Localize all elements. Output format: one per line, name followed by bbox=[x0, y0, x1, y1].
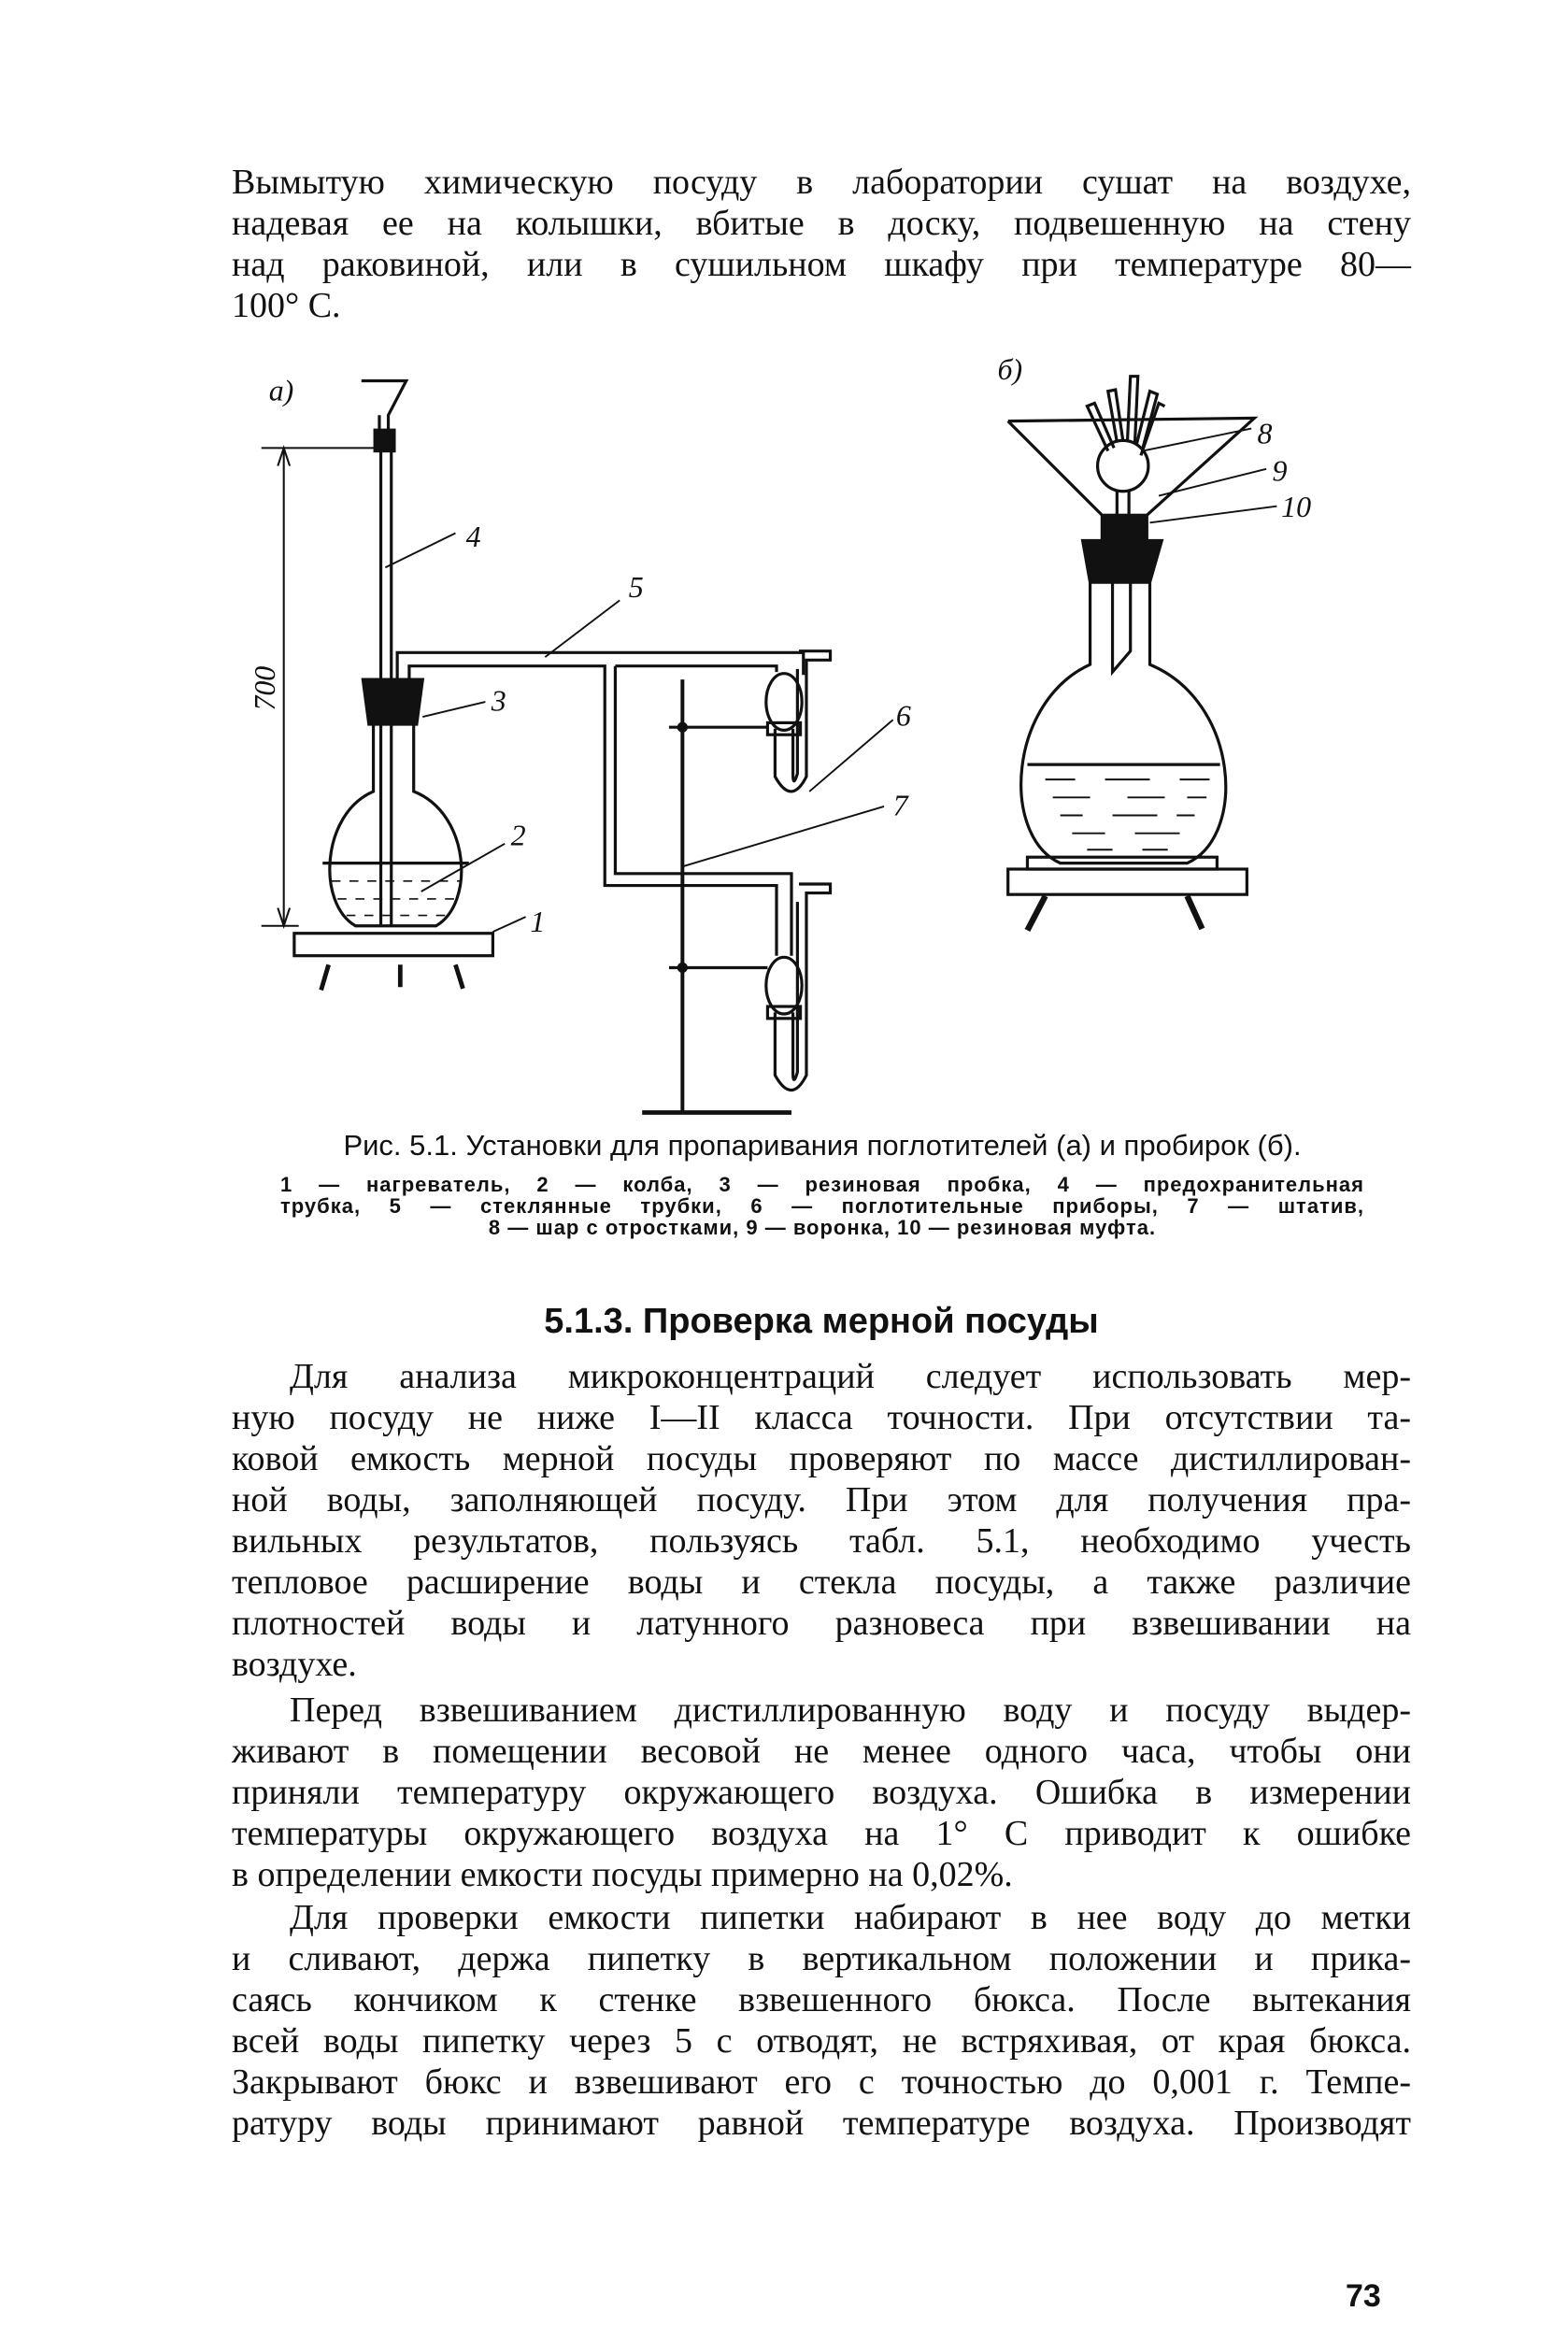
text-line: 100° С. bbox=[232, 286, 341, 325]
text-line: ной воды, заполняющей посуду. При этом для получения пра- bbox=[232, 1480, 1411, 1520]
rubber-coupling bbox=[1102, 515, 1147, 540]
legend-line: 8 — шар с отростками, 9 — воронка, 10 — резиновая муфта. bbox=[488, 1216, 1157, 1239]
text-line: Перед взвешиванием дистиллированную воду и посуду выдер- bbox=[290, 1691, 1411, 1730]
label-9: 9 bbox=[1272, 454, 1288, 488]
text-line: ратуру воды принимают равной температуре воздуха. Производят bbox=[232, 2104, 1411, 2143]
text-line: ковой емкость мерной посуды проверяют по массе дистиллирован- bbox=[232, 1439, 1411, 1478]
legend-line: трубка, 5 — стеклянные трубки, 6 — поглотительные приборы, 7 — штатив, bbox=[280, 1194, 1364, 1218]
text-line: Закрывают бюкс и взвешивают его с точностью до 0,001 г. Темпе- bbox=[232, 2062, 1411, 2102]
heater bbox=[294, 934, 493, 991]
label-4: 4 bbox=[465, 520, 481, 553]
part-labels-a bbox=[466, 521, 911, 938]
panel-b-label: б) bbox=[997, 352, 1023, 386]
panel-a-label: а) bbox=[268, 374, 294, 407]
text-line: Для анализа микроконцентраций следует использовать мер- bbox=[290, 1357, 1411, 1396]
flask-b bbox=[1021, 582, 1226, 863]
funnel bbox=[1008, 418, 1255, 515]
legend-line: 1 — нагреватель, 2 — колба, 3 — резиновая пробка, 4 — предохранительная bbox=[280, 1173, 1364, 1196]
dimension-label: 700 bbox=[249, 665, 282, 711]
text-line: саясь кончиком к стенке взвешенного бюкса. После вытекания bbox=[232, 1980, 1411, 2019]
panel-a bbox=[249, 374, 911, 1112]
text-line: над раковиной, или в сушильном шкафу при температуре 80— bbox=[232, 245, 1411, 284]
ball-with-tubes bbox=[1087, 377, 1164, 516]
label-5: 5 bbox=[628, 571, 644, 605]
paragraph-2 bbox=[232, 1690, 1411, 1895]
rubber-stopper-b bbox=[1083, 540, 1162, 582]
text-line: Вымытую химическую посуду в лаборатории сушат на воздухе, bbox=[232, 163, 1411, 202]
section-heading: 5.1.3. Проверка мерной посуды bbox=[544, 1302, 1099, 1341]
text-line: воздухе. bbox=[232, 1645, 357, 1684]
flask bbox=[322, 724, 469, 926]
text-line: всей воды пипетку через 5 с отводят, не встряхивая, от края бюкса. bbox=[232, 2021, 1411, 2061]
paragraph-1 bbox=[232, 1356, 1411, 1685]
text-line: в определении емкости посуды примерно на 0,02%. bbox=[232, 1855, 1013, 1894]
text-line: Для проверки емкости пипетки набирают в нее воду до метки bbox=[290, 1898, 1411, 1937]
text-line: и сливают, держа пипетку в вертикальном положении и прика- bbox=[232, 1939, 1411, 1978]
label-6: 6 bbox=[895, 699, 911, 733]
page-number: 73 bbox=[1346, 2278, 1381, 2314]
text-line: тепловое расширение воды и стекла посуды, а также различие bbox=[232, 1562, 1411, 1602]
paragraph-3 bbox=[232, 1897, 1411, 2144]
label-8: 8 bbox=[1257, 417, 1273, 450]
text-line: ную посуду не ниже I—II класса точности. При отсутствии та- bbox=[232, 1398, 1411, 1437]
text-line: плотностей воды и латунного разновеса при взвешивании на bbox=[232, 1604, 1411, 1643]
rubber-stopper bbox=[363, 679, 422, 724]
label-3: 3 bbox=[491, 684, 506, 718]
panel-b bbox=[998, 353, 1312, 931]
text-line: вильных результатов, пользуясь табл. 5.1, необходимо учесть bbox=[232, 1521, 1411, 1561]
glass-tubes bbox=[397, 652, 804, 955]
text-line: надевая ее на колышки, вбитые в доску, подвешенную на стену bbox=[232, 204, 1411, 243]
text-line: приняли температуру окружающего воздуха. Ошибка в измерении bbox=[232, 1773, 1411, 1812]
label-10: 10 bbox=[1281, 490, 1312, 523]
figure-caption: Рис. 5.1. Установки для пропаривания поглотителей (а) и пробирок (б). bbox=[343, 1129, 1302, 1162]
label-7: 7 bbox=[892, 789, 908, 822]
text-line: живают в помещении весовой не менее одного часа, чтобы они bbox=[232, 1732, 1411, 1771]
text-line: температуры окружающего воздуха на 1° С приводит к ошибке bbox=[232, 1814, 1411, 1853]
stand bbox=[642, 679, 791, 1112]
dimension-700 bbox=[249, 448, 377, 925]
absorber-upper bbox=[766, 651, 831, 792]
hotplate bbox=[1008, 857, 1247, 930]
label-2: 2 bbox=[510, 819, 526, 852]
label-1: 1 bbox=[530, 906, 546, 939]
figure-legend bbox=[280, 1174, 1364, 1238]
